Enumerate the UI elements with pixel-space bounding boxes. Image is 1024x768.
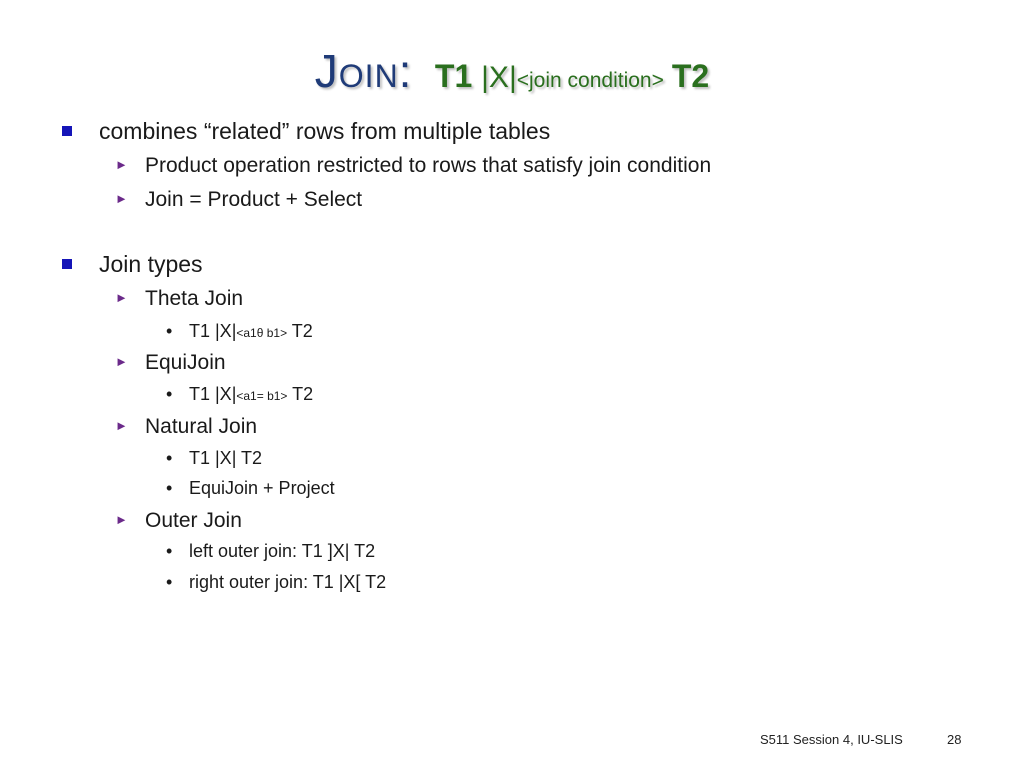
triangle-bullet-icon: ►: [115, 290, 128, 305]
equijoin-example: [166, 384, 313, 405]
dot-bullet-icon: •: [166, 478, 173, 498]
example-text: EquiJoin + Project: [189, 478, 335, 498]
sub-bullet-text: EquiJoin: [145, 351, 226, 374]
title-t1: T1: [434, 58, 482, 94]
example-text: right outer join: T1 |X[ T2: [189, 572, 387, 592]
triangle-bullet-icon: ►: [115, 418, 128, 433]
example-text: T1 |X| T2: [189, 448, 263, 468]
bullet-combines: [62, 118, 550, 145]
title-join-operator: |X|: [481, 61, 517, 94]
theta-join-example: [166, 321, 313, 342]
dot-bullet-icon: •: [166, 448, 173, 468]
dot-bullet-icon: •: [166, 572, 173, 592]
dot-bullet-icon: •: [166, 321, 173, 341]
outer-join-example-1: [166, 541, 375, 562]
outer-join-example-2: [166, 572, 386, 593]
slide-number: 28: [947, 732, 962, 747]
sub-bullet-natural-join: [115, 415, 257, 439]
sub-bullet-equijoin: [115, 351, 226, 375]
example-prefix: T1 |X|: [189, 384, 237, 404]
example-text: [189, 321, 313, 341]
title-join-condition: <join condition>: [516, 69, 664, 92]
sub-bullet-text: Product operation restricted to rows that satisfy join condition: [145, 154, 712, 177]
example-condition: <a1θ b1>: [236, 326, 288, 340]
example-prefix: T1 |X|: [189, 321, 237, 341]
triangle-bullet-icon: ►: [115, 354, 128, 369]
natural-join-example-2: [166, 478, 335, 499]
bullet-join-types: [62, 251, 203, 278]
square-bullet-icon: [62, 259, 72, 269]
square-bullet-icon: [62, 126, 72, 136]
example-suffix: T2: [287, 384, 314, 404]
dot-bullet-icon: •: [166, 541, 173, 561]
natural-join-example-1: [166, 448, 262, 469]
example-condition: <a1= b1>: [236, 389, 288, 403]
slide-title: [0, 44, 1024, 98]
example-suffix: T2: [287, 321, 313, 341]
example-text: [189, 384, 313, 404]
triangle-bullet-icon: ►: [115, 157, 128, 172]
sub-bullet-outer-join: [115, 509, 242, 533]
sub-bullet-text: Join = Product + Select: [145, 188, 363, 211]
sub-bullet-text: Theta Join: [145, 287, 244, 310]
triangle-bullet-icon: ►: [115, 512, 128, 527]
title-t2: T2: [671, 58, 710, 94]
sub-bullet-text: Outer Join: [145, 509, 242, 532]
title-main: Join:: [314, 45, 413, 97]
sub-bullet-theta-join: [115, 287, 243, 311]
triangle-bullet-icon: ►: [115, 191, 128, 206]
bullet-text: Join types: [99, 251, 203, 277]
sub-bullet-join-equals: [115, 188, 362, 212]
example-text: left outer join: T1 ]X| T2: [189, 541, 376, 561]
title-formula: [435, 58, 709, 94]
footer-session: S511 Session 4, IU-SLIS: [760, 732, 903, 747]
sub-bullet-text: Natural Join: [145, 415, 258, 438]
sub-bullet-product-operation: [115, 154, 711, 178]
dot-bullet-icon: •: [166, 384, 173, 404]
bullet-text: combines “related” rows from multiple tables: [99, 118, 551, 144]
